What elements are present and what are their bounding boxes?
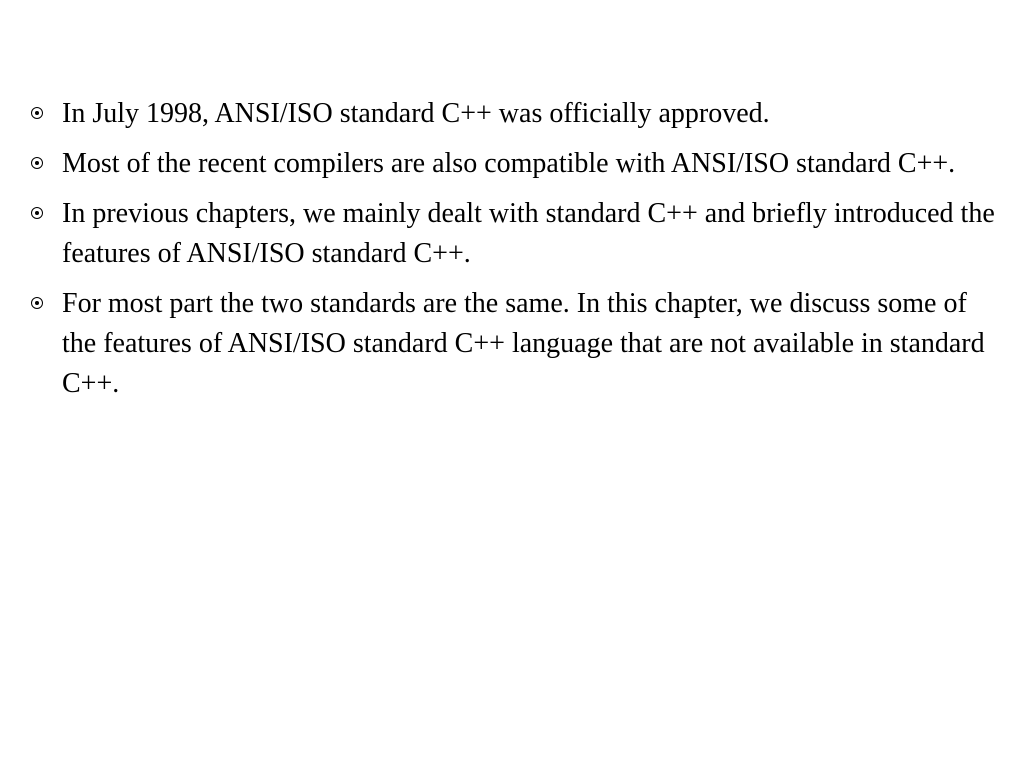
bullet-text: In previous chapters, we mainly dealt with standard C++ and briefly introduced the features of ANSI/ISO standard C++. [62, 198, 995, 269]
bullet-dot-icon [28, 284, 46, 324]
bullet-item [28, 194, 1003, 274]
bullet-text: Most of the recent compilers are also compatible with ANSI/ISO standard C++. [62, 148, 956, 179]
bullet-dot-icon [28, 194, 46, 234]
bullet-text: In July 1998, ANSI/ISO standard C++ was officially approved. [62, 98, 770, 129]
bullet-item [28, 144, 1003, 184]
bullet-text: For most part the two standards are the same. In this chapter, we discuss some of the features of ANSI/ISO standard C++ language that are not available in standard C++. [62, 288, 985, 399]
bullet-item [28, 284, 1003, 404]
bullet-dot-icon [28, 144, 46, 184]
bullet-list [28, 94, 1003, 414]
bullet-dot-icon [28, 94, 46, 134]
bullet-item [28, 94, 1003, 134]
